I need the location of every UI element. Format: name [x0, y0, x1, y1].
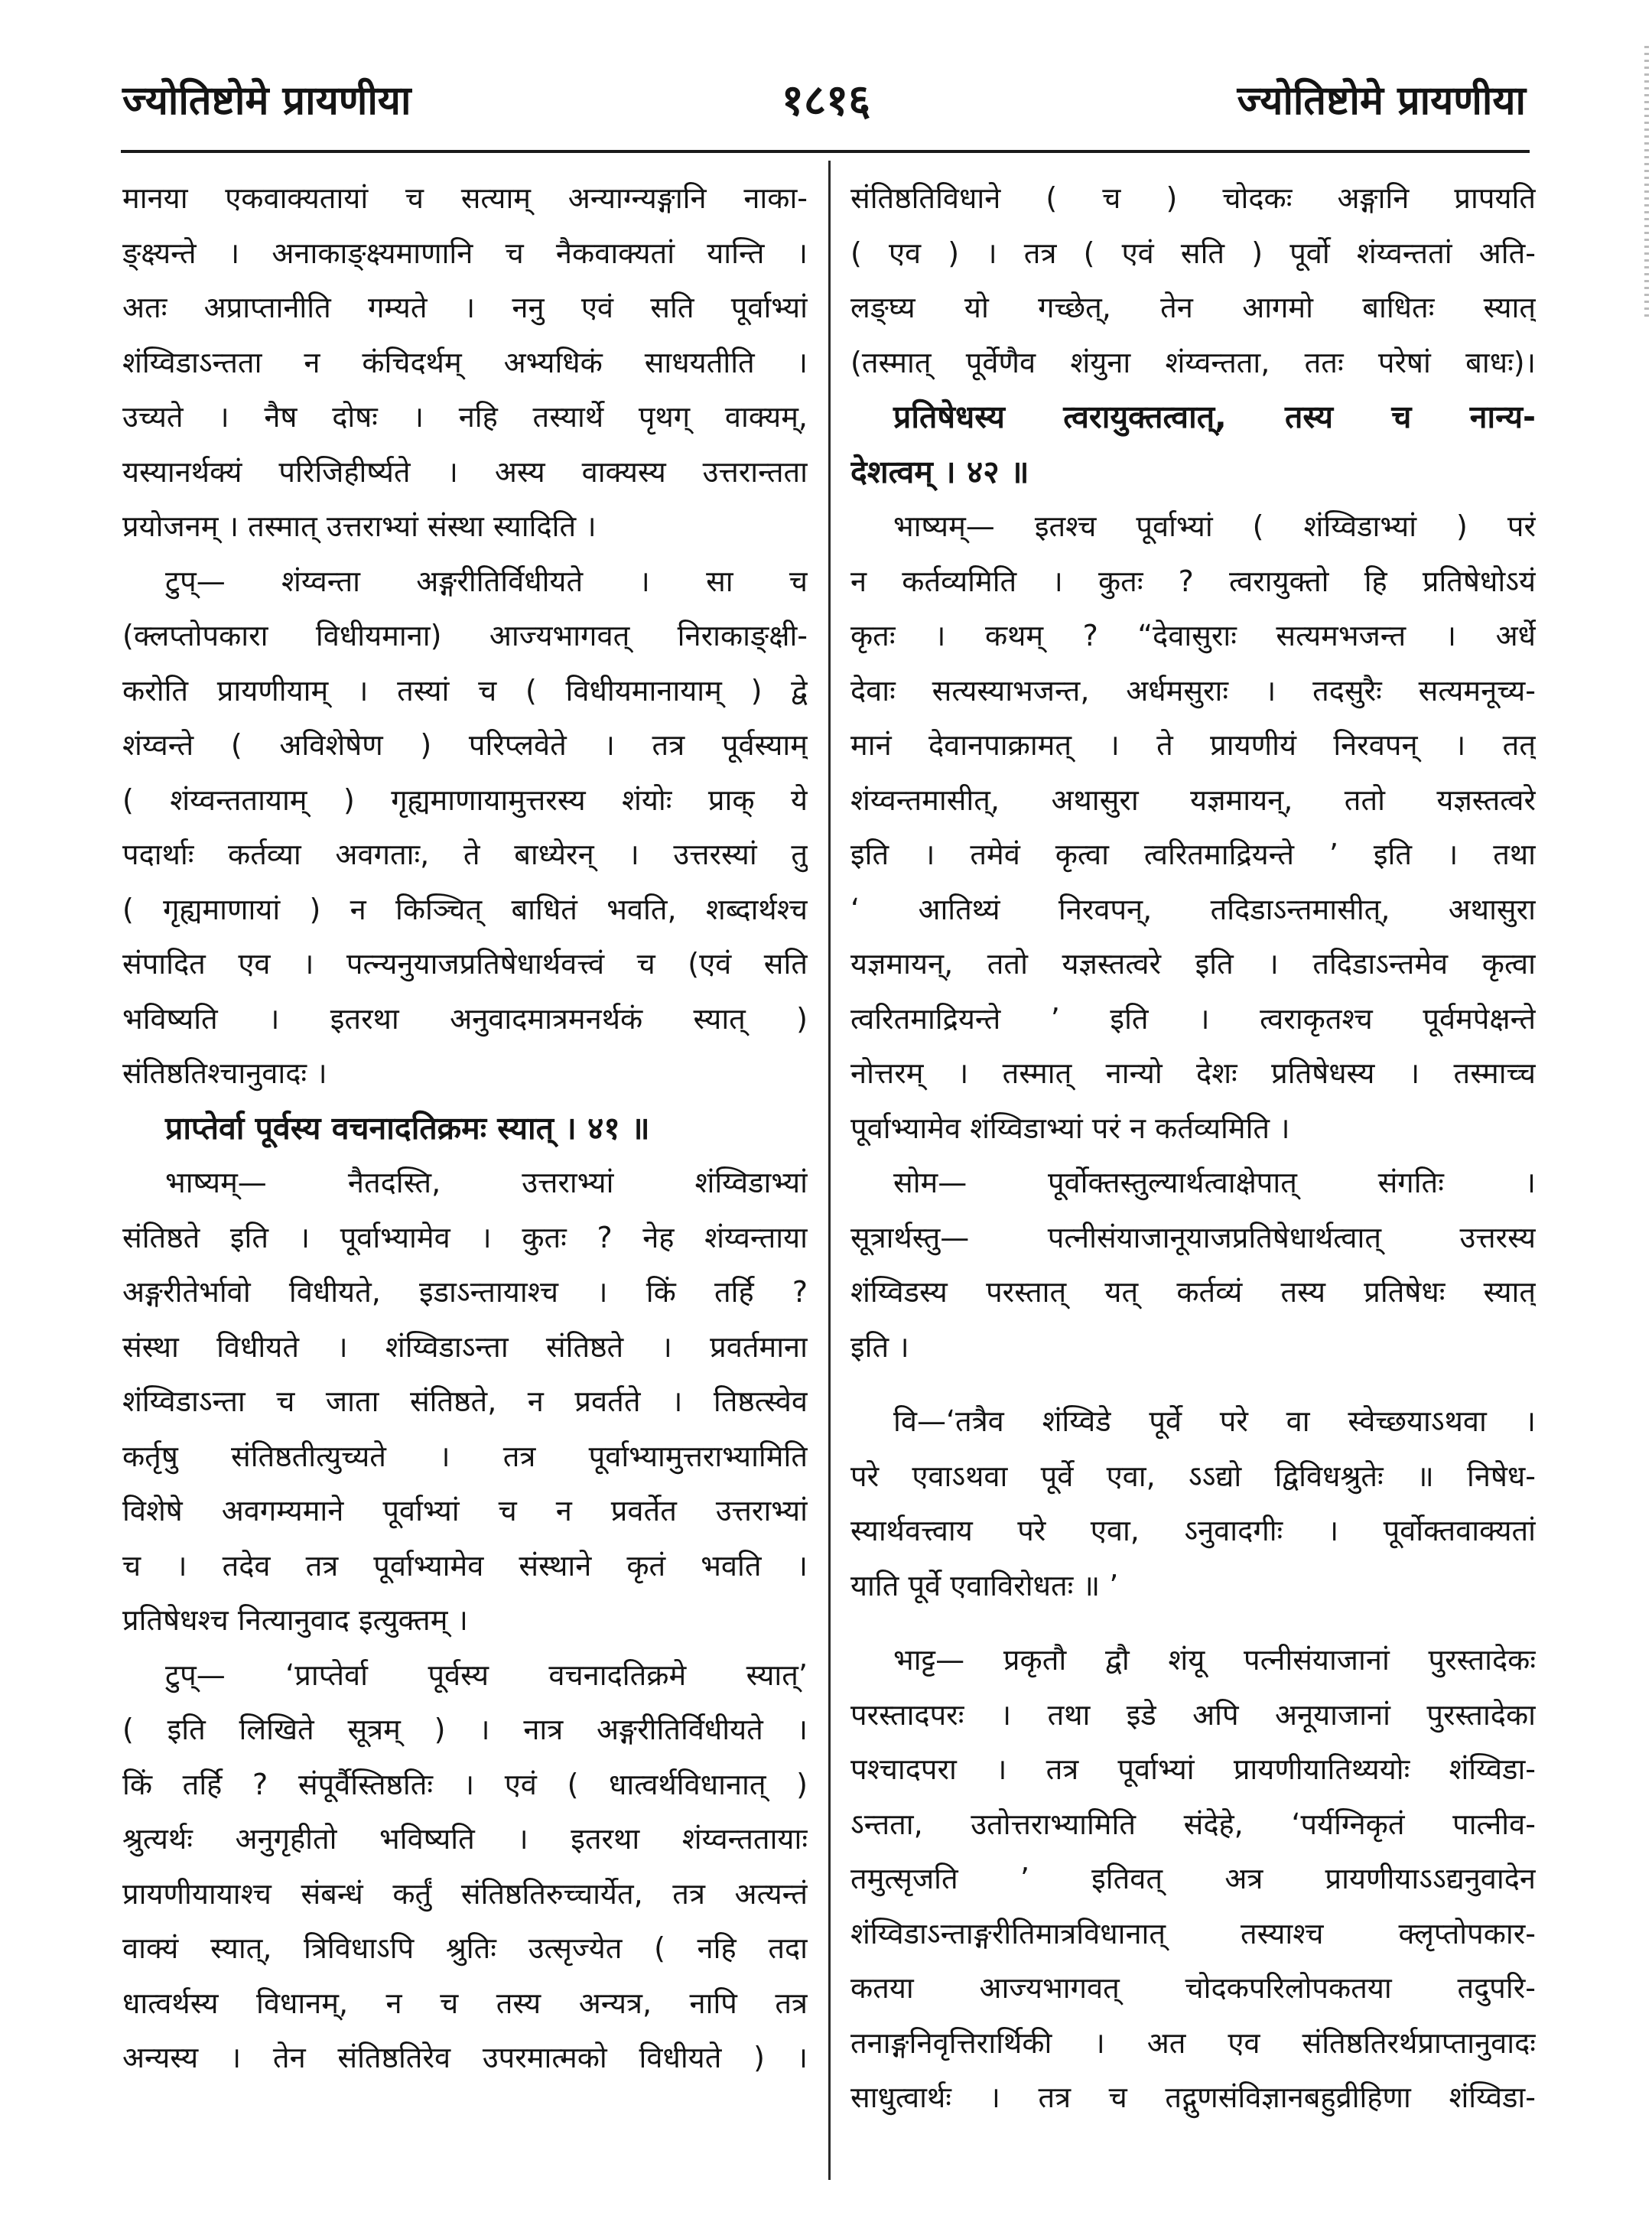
text-line: प्रतिषेधश्च नित्यानुवाद इत्युक्तम् । — [122, 1603, 468, 1637]
text-line: कृतः । कथम् ? “देवासुराः सत्यमभजन्त । अर्धे — [850, 619, 1536, 652]
text-line: तनाङ्गनिवृत्तिरार्थिकी । अत एव संतिष्ठतिरर्थप्राप्तानुवादः — [850, 2025, 1536, 2060]
text-line: ( इति लिखिते सूत्रम् ) । नात्र अङ्गरीतिर्विधीयते । — [122, 1713, 808, 1746]
text-line: ( गृह्यमाणायां ) न किञ्चित् बाधितं भवति, शब्दार्थश्च — [122, 892, 808, 926]
text-line: संतिष्ठतिविधाने ( च ) चोदकः अङ्गानि प्रापयति — [850, 181, 1536, 215]
text-line: संतिष्ठते इति । पूर्वाभ्यामेव । कुतः ? नेह शंय्वन्ताया — [122, 1220, 808, 1254]
text-line: न कर्तव्यमिति । कुतः ? त्वरायुक्तो हि प्रतिषेधोऽयं — [850, 564, 1536, 598]
text-line: शंय्विडाऽन्तता न कंचिदर्थम् अभ्यधिकं साधयतीति । — [122, 345, 808, 379]
sutra-41: प्राप्तेर्वा पूर्वस्य वचनादतिक्रमः स्यात् । ४१ ॥ — [165, 1109, 650, 1147]
text-line: देवाः सत्यस्याभजन्त, अर्धमसुराः । तदसुरैः सत्यमनूच्य- — [850, 673, 1536, 708]
header-rule — [121, 150, 1530, 153]
text-line: च । तदेव तत्र पूर्वाभ्यामेव संस्थाने कृतं भवति । — [122, 1548, 808, 1583]
bhashya-heading: भाष्यम्— इतश्च पूर्वाभ्यां ( शंय्विडाभ्यां ) परं — [893, 509, 1536, 543]
text-line: करोति प्रायणीयाम् । तस्यां च ( विधीयमानायाम् ) द्वे — [122, 673, 808, 708]
text-line: प्रायणीयायाश्च संबन्धं कर्तुं संतिष्ठतिरुच्चार्येत, तत्र अत्यन्तं — [122, 1876, 808, 1911]
text-line: वाक्यं स्यात्, त्रिविधाऽपि श्रुतिः उत्सृज्येत ( नहि तदा — [122, 1931, 808, 1965]
text-line: अतः अप्राप्तानीति गम्यते । ननु एवं सति पूर्वाभ्यां — [122, 291, 808, 324]
text-line: नोत्तरम् । तस्मात् नान्यो देशः प्रतिषेधस्य । तस्माच्च — [850, 1056, 1536, 1090]
text-line: श्रुत्यर्थः अनुगृहीतो भविष्यति । इतरथा शंय्वन्ततायाः — [122, 1822, 808, 1856]
text-line: प्रयोजनम् । तस्मात् उत्तराभ्यां संस्था स्यादिति । — [122, 509, 597, 543]
vi-heading: वि—‘तत्रैव शंय्विडे पूर्वे परे वा स्वेच्छयाऽथवा । — [893, 1404, 1536, 1438]
text-line: उच्यते । नैष दोषः । नहि तस्यार्थे पृथग् वाक्यम्, — [122, 400, 808, 434]
text-line: मानया एकवाक्यतायां च सत्याम् अन्याग्न्यङ्गानि नाका- — [122, 181, 808, 215]
text-line: पूर्वाभ्यामेव शंय्विडाभ्यां परं न कर्तव्यमिति । — [850, 1111, 1290, 1145]
text-line: स्यार्थवत्त्वाय परे एवा, ऽनुवादगीः । पूर्वोक्तवाक्यतां — [850, 1514, 1536, 1547]
text-line: यस्यानर्थक्यं परिजिहीर्ष्यते । अस्य वाक्यस्य उत्तरान्तता — [122, 454, 808, 489]
text-line: शंय्विडस्य परस्तात् यत् कर्तव्यं तस्य प्रतिषेधः स्यात् — [850, 1275, 1536, 1309]
text-line: साधुत्वार्थः । तत्र च तद्गुणसंविज्ञानबहुव्रीहिणा शंय्विडा- — [850, 2080, 1536, 2114]
soma-heading: सोम— पूर्वोक्तस्तुल्यार्थत्वाक्षेपात् संगतिः । — [893, 1166, 1536, 1199]
left-column — [122, 171, 808, 2086]
text-line: त्वरितमाद्रियन्ते ’ इति । त्वराकृतश्च पूर्वमपेक्षन्ते — [850, 1001, 1536, 1036]
text-line: पदार्थाः कर्तव्या अवगताः, ते बाध्येरन् । उत्तरस्यां तु — [122, 838, 808, 871]
text-line: परस्तादपरः । तथा इडे अपि अनूयाजानां पुरस्तादेका — [850, 1697, 1536, 1732]
page-number: १८१६ — [781, 76, 871, 125]
text-line: ङ्क्ष्यन्ते । अनाकाङ्क्ष्यमाणानि च नैकवाक्यतां यान्ति । — [122, 236, 808, 270]
text-line: तमुत्सृजति ’ इतिवत् अत्र प्रायणीयाऽऽद्यनुवादेन — [850, 1862, 1536, 1895]
commentary-tup-heading: टुप्— ‘प्राप्तेर्वा पूर्वस्य वचनादतिक्रमे स्यात्’ — [165, 1658, 808, 1692]
text-line: याति पूर्वे एवाविरोधतः ॥ ’ — [850, 1568, 1119, 1602]
right-column — [850, 171, 1536, 2126]
text-line: किं तर्हि ? संपूर्वैस्तिष्ठतिः । एवं ( धात्वर्थविधानात् ) — [122, 1767, 808, 1801]
sutra-42-end: देशत्वम् । ४२ ॥ — [850, 453, 1029, 490]
text-line: पश्चादपरा । तत्र पूर्वाभ्यां प्रायणीयातिथ्ययोः शंय्विडा- — [850, 1752, 1536, 1786]
text-line: (तस्मात् पूर्वेणैव शंयुना शंय्वन्तता, ततः परेषां बाधः)। — [850, 345, 1536, 379]
text-line: धात्वर्थस्य विधानम्, न च तस्य अन्यत्र, नापि तत्र — [122, 1986, 808, 2020]
text-line: ( एव ) । तत्र ( एवं सति ) पूर्वो शंय्वन्ततां अति- — [850, 236, 1536, 270]
text-line: ( शंय्वन्ततायाम् ) गृह्यमाणायामुत्तरस्य शंयोः प्राक् ये — [122, 782, 808, 817]
text-line: इति । — [850, 1329, 909, 1364]
text-line: शंय्विडाऽन्ताङ्गरीतिमात्रविधानात् तस्याश्च क्लृप्तोपकार- — [850, 1916, 1536, 1950]
page-edge-marks — [1644, 46, 1649, 321]
sutrartha-heading: सूत्रार्थस्तु— पत्नीसंयाजानूयाजप्रतिषेधार्थत्वात् उत्तरस्य — [850, 1220, 1536, 1254]
running-header-left: ज्योतिष्टोमे प्रायणीया — [122, 78, 411, 124]
text-line: ऽन्तता, उतोत्तराभ्यामिति संदेहे, ‘पर्यग्निकृतं पात्नीव- — [850, 1807, 1536, 1841]
text-line: कर्तृषु संतिष्ठतीत्युच्यते । तत्र पूर्वाभ्यामुत्तराभ्यामिति — [122, 1439, 808, 1473]
bhashya-heading: भाष्यम्— नैतदस्ति, उत्तराभ्यां शंय्विडाभ्यां — [165, 1166, 808, 1199]
text-line: मानं देवानपाक्रामत् । ते प्रायणीयं निरवपन् । तत् — [850, 728, 1536, 762]
text-line: संस्था विधीयते । शंय्विडाऽन्ता संतिष्ठते । प्रवर्तमाना — [122, 1329, 808, 1364]
bhatta-heading: भाट्ट— प्रकृतौ द्वौ शंयू पत्नीसंयाजानां पुरस्तादेकः — [893, 1643, 1536, 1677]
text-line: (क्लप्तोपकारा विधीयमाना) आज्यभागवत् निराकाङ्क्षी- — [122, 619, 808, 652]
sutra-42: प्रतिषेधस्य त्वरायुक्तत्वात्, तस्य च नान्य- — [893, 399, 1536, 435]
text-line: संतिष्ठतिश्चानुवादः । — [122, 1056, 327, 1090]
running-header-right: ज्योतिष्टोमे प्रायणीया — [1237, 78, 1526, 124]
text-line: लङ्घ्य यो गच्छेत्, तेन आगमो बाधितः स्यात् — [850, 291, 1536, 324]
text-line: यज्ञमायन्, ततो यज्ञस्तत्वरे इति । तदिडाऽन्तमेव कृत्वा — [850, 947, 1536, 981]
text-line: इति । तमेवं कृत्वा त्वरितमाद्रियन्ते ’ इति । तथा — [850, 838, 1536, 871]
text-line: अन्यस्य । तेन संतिष्ठतिरेव उपरमात्मको विधीयते ) । — [122, 2041, 808, 2074]
text-line: भविष्यति । इतरथा अनुवादमात्रमनर्थकं स्यात् ) — [122, 1001, 808, 1036]
commentary-tup-heading: टुप्— शंय्वन्ता अङ्गरीतिर्विधीयते । सा च — [165, 564, 808, 598]
text-line: ‘ आतिथ्यं निरवपन्, तदिडाऽन्तमासीत्, अथासुरा — [850, 892, 1536, 926]
text-line: अङ्गरीतेर्भावो विधीयते, इडाऽन्तायाश्च । किं तर्हि ? — [122, 1275, 808, 1309]
text-line: शंय्वन्तमासीत्, अथासुरा यज्ञमायन्, ततो यज्ञस्तत्वरे — [850, 782, 1536, 817]
text-line: कतया आज्यभागवत् चोदकपरिलोपकतया तदुपरि- — [850, 1971, 1536, 2005]
column-divider — [828, 161, 831, 2180]
text-line: विशेषे अवगम्यमाने पूर्वाभ्यां च न प्रवर्तेत उत्तराभ्यां — [122, 1494, 808, 1527]
text-line: शंय्वन्ते ( अविशेषेण ) परिप्लवेते । तत्र पूर्वस्याम् — [122, 728, 808, 762]
text-line: संपादित एव । पत्न्यनुयाजप्रतिषेधार्थवत्त्वं च (एवं सति — [122, 947, 808, 981]
text-line: परे एवाऽथवा पूर्वे एवा, ऽऽद्यो द्विविधश्रुतेः ॥ निषेध- — [850, 1459, 1536, 1493]
text-line: शंय्विडाऽन्ता च जाता संतिष्ठते, न प्रवर्तते । तिष्ठत्स्वेव — [122, 1384, 808, 1418]
